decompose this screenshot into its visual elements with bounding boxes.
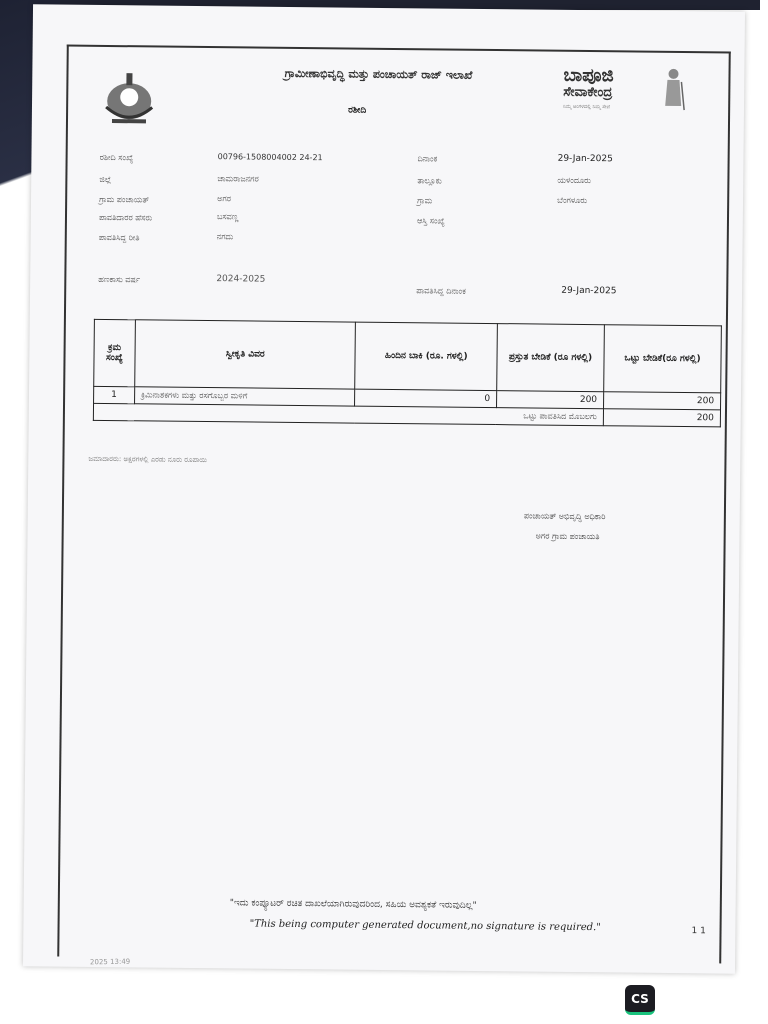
taluk-value: ಯಳಂದೂರು <box>557 175 591 186</box>
cell-description: ಕ್ರಿಮಿನಾಶಕಗಳು ಮತ್ತು ರಸಗೊಬ್ಬರ ಮಳಿಗೆ <box>134 387 355 406</box>
gram-panchayat-label: ಗ್ರಾಮ ಪಂಚಾಯತ್ <box>99 194 150 205</box>
financial-year-label: ಹಣಕಾಸು ವರ್ಷ <box>98 274 141 285</box>
total-label: ಒಟ್ಟು ಪಾವತಿಸಿದ ಮೊಬಲಗು <box>93 403 603 425</box>
signatory-title: ಪಂಚಾಯತ್ ಅಭಿವೃದ್ಧಿ ಅಧಿಕಾರಿ <box>523 511 606 522</box>
cell-serial: 1 <box>94 386 135 403</box>
receipt-number-value: 00796-1508004002 24-21 <box>217 152 323 163</box>
receipt-number-label: ರಶೀದಿ ಸಂಖ್ಯೆ <box>99 152 134 163</box>
amount-in-words: ಜಮಾದಾರರು: ಅಕ್ಷರಗಳಲ್ಲಿ ಎರಡು ನೂರು ರೂಪಾಯಿ <box>88 454 208 465</box>
taluk-label: ತಾಲ್ಲೂಕು <box>417 176 442 186</box>
receipt-label: ರಶೀದಿ <box>348 105 367 116</box>
department-title: ಗ್ರಾಮೀಣಾಭಿವೃದ್ಧಿ ಮತ್ತು ಪಂಚಾಯತ್ ರಾಜ್ ಇಲಾಖೆ <box>284 66 473 82</box>
payment-mode-label: ಪಾವತಿಸಿದ್ದ ರೀತಿ <box>98 232 140 243</box>
receipt-number-row <box>100 153 134 163</box>
paid-date-label: ಪಾವತಿಸಿದ್ದ ದಿನಾಂಕ <box>416 286 466 296</box>
logo-tagline: ನಿಮ್ಮ ಅಂಗಳದಲ್ಲಿ ನಿಮ್ಮ ಸೇವೆ <box>563 103 611 111</box>
signatory-office: ಅಗರ ಗ್ರಾಮ ಪಂಚಾಯತಿ <box>535 531 600 542</box>
cell-previous: 0 <box>355 389 497 407</box>
date-label: ದಿನಾಂಕ <box>417 154 438 164</box>
fees-table <box>93 319 722 428</box>
district-label: ಜಿಲ್ಲೆ <box>99 174 112 185</box>
header-total: ಒಟ್ಟು ಬೇಡಿಕೆ(ರೂ ಗಳಲ್ಲಿ) <box>604 325 722 393</box>
cell-total: 200 <box>603 392 720 410</box>
header-current: ಪ್ರಸ್ತುತ ಬೇಡಿಕೆ (ರೂ ಗಳಲ್ಲಿ) <box>497 324 605 392</box>
bapuji-logo <box>563 64 693 111</box>
logo-line1: ಬಾಪೂಜಿ <box>563 64 614 87</box>
header-description: ಸ್ವೀಕೃತಿ ವಿವರ <box>135 320 356 389</box>
village-value: ಬೆಂಗಳೂರು <box>557 195 588 206</box>
total-value: 200 <box>603 409 720 427</box>
page-number: 1 1 <box>691 926 706 937</box>
payer-name-label: ಪಾವತಿದಾರರ ಹೆಸರು <box>98 212 153 223</box>
payment-mode-value: ನಗದು <box>216 232 234 242</box>
footer-english-note: "This being computer generated document,no signature is required." <box>249 918 601 934</box>
print-timestamp: 2025 13:49 <box>89 957 131 967</box>
logo-line2: ಸೇವಾಕೇಂದ್ರ <box>563 84 613 101</box>
gram-panchayat-value: ಅಗರ <box>217 194 232 204</box>
receipt-frame <box>57 45 731 964</box>
payer-name-value: ಬಸವಣ್ಣ <box>216 212 239 222</box>
paid-date-value: 29-Jan-2025 <box>561 285 617 297</box>
footer-kannada-note: "ಇದು ಕಂಪ್ಯೂಟರ್ ರಚಿತ ದಾಖಲೆಯಾಗಿರುವುದರಿಂದ, ಸಹಿಯ ಅವಶ್ಯಕತೆ ಇರುವುದಿಲ್ಲ" <box>229 898 477 911</box>
table-header-row <box>94 319 722 393</box>
header-previous: ಹಿಂದಿನ ಬಾಕಿ (ರೂ. ಗಳಲ್ಲಿ) <box>355 322 497 390</box>
cell-current: 200 <box>496 391 603 409</box>
date-value: 29-Jan-2025 <box>557 153 613 165</box>
property-number-label: ಆಸ್ತಿ ಸಂಖ್ಯೆ <box>416 216 445 226</box>
camscanner-badge[interactable]: CS <box>625 985 655 1015</box>
gandhi-figure-icon <box>661 68 685 112</box>
district-value: ಚಾಮರಾಜನಗರ <box>217 174 259 184</box>
government-emblem-icon <box>98 67 161 130</box>
village-label: ಗ್ರಾಮ <box>417 196 433 206</box>
financial-year-value: 2024-2025 <box>216 274 266 285</box>
header-serial: ಕ್ರಮ ಸಂಖ್ಯೆ <box>94 319 136 386</box>
